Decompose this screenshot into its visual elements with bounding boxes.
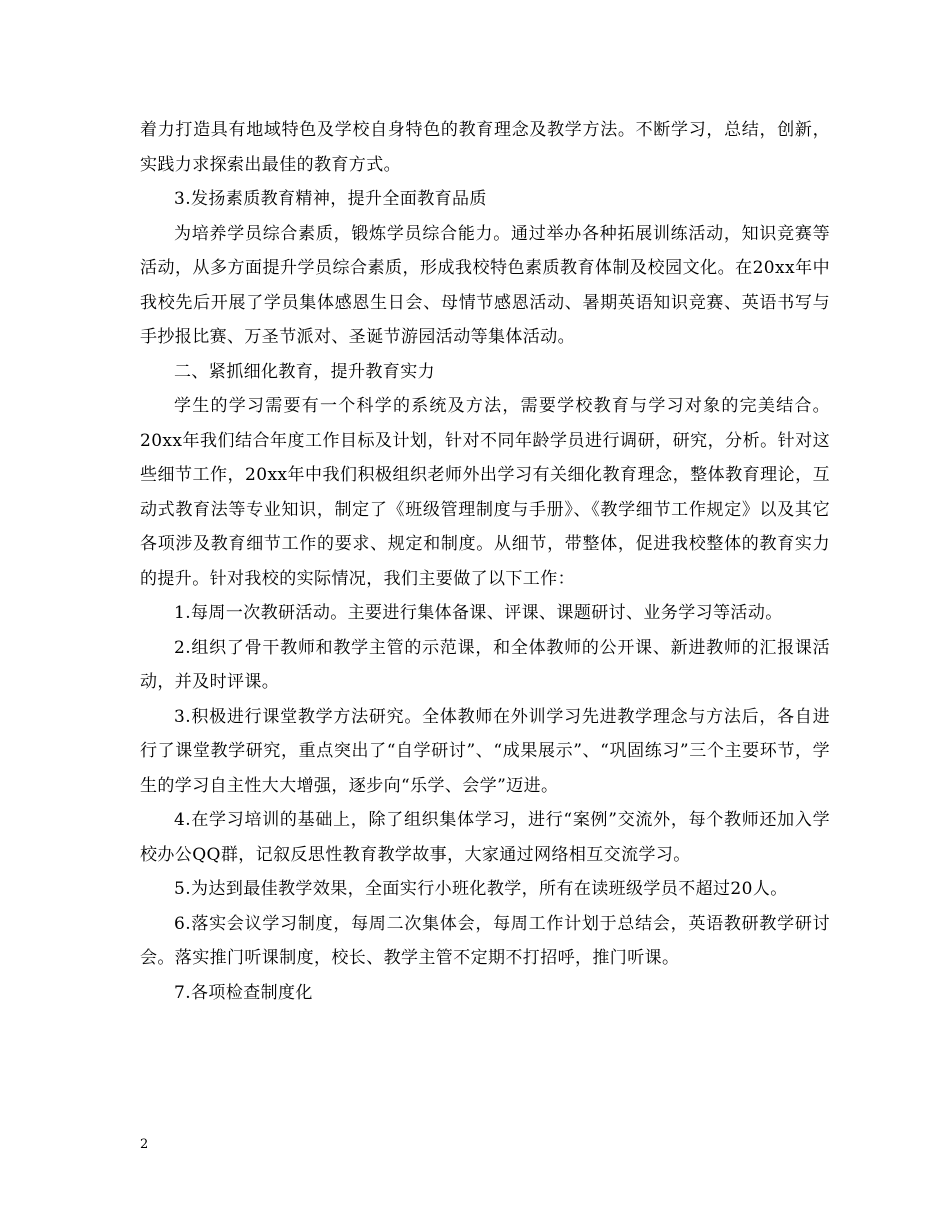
list-item: 5.为达到最佳教学效果，全面实行小班化教学，所有在读班级学员不超过20人。: [174, 879, 788, 899]
list-item: 2.组织了骨干教师和教学主管的示范课，和全体教师的公开课、新进教师的汇报课活动，并及时评课。: [140, 637, 830, 692]
list-item: 4.在学习培训的基础上，除了组织集体学习，进行“案例”交流外，每个教师还加入学校办公QQ群，记叙反思性教育教学故事，大家通过网络相互交流学习。: [140, 810, 830, 865]
paragraph: 学生的学习需要有一个科学的系统及方法，需要学校教育与学习对象的完美结合。20xx年我们结合年度工作目标及计划，针对不同年龄学员进行调研，研究，分析。针对这些细节工作，20xx年中我们积极组织老师外出学习有关细化教育理念，整体教育理论，互动式教育法等专业知识，制定了《班级管理制度与手册》、《教学细节工作规定》以及其它各项涉及教育细节工作的要求、规定和制度。从细节，带整体，促进我校整体的教育实力的提升。针对我校的实际情况，我们主要做了以下工作：: [140, 396, 830, 589]
list-item: 7.各项检查制度化: [174, 982, 313, 1003]
list-item: 3.积极进行课堂教学方法研究。全体教师在外训学习先进教学理念与方法后，各自进行了课堂教学研究，重点突出了“自学研讨”、“成果展示”、“巩固练习”三个主要环节，学生的学习自主性大大增强，逐步向“乐学、会学”迈进。: [140, 706, 830, 796]
paragraph: 着力打造具有地域特色及学校自身特色的教育理念及教学方法。不断学习，总结，创新，实践力求探索出最佳的教育方式。: [140, 120, 830, 175]
section-heading: 3.发扬素质教育精神，提升全面教育品质: [174, 189, 487, 209]
list-item: 1.每周一次教研活动。主要进行集体备课、评课、课题研讨、业务学习等活动。: [174, 603, 783, 623]
list-item: 6.落实会议学习制度，每周二次集体会，每周工作计划于总结会，英语教研教学研讨会。落实推门听课制度，校长、教学主管不定期不打招呼，推门听课。: [140, 913, 830, 968]
paragraph: 为培养学员综合素质，锻炼学员综合能力。通过举办各种拓展训练活动，知识竞赛等活动，从多方面提升学员综合素质，形成我校特色素质教育体制及校园文化。在20xx年中我校先后开展了学员集体感恩生日会、母情节感恩活动、暑期英语知识竞赛、英语书写与手抄报比赛、万圣节派对、圣诞节游园活动等集体活动。: [140, 223, 830, 347]
document-body: [140, 113, 830, 1010]
section-heading: 二、紧抓细化教育，提升教育实力: [174, 361, 435, 382]
page-number: 2: [140, 1137, 149, 1152]
